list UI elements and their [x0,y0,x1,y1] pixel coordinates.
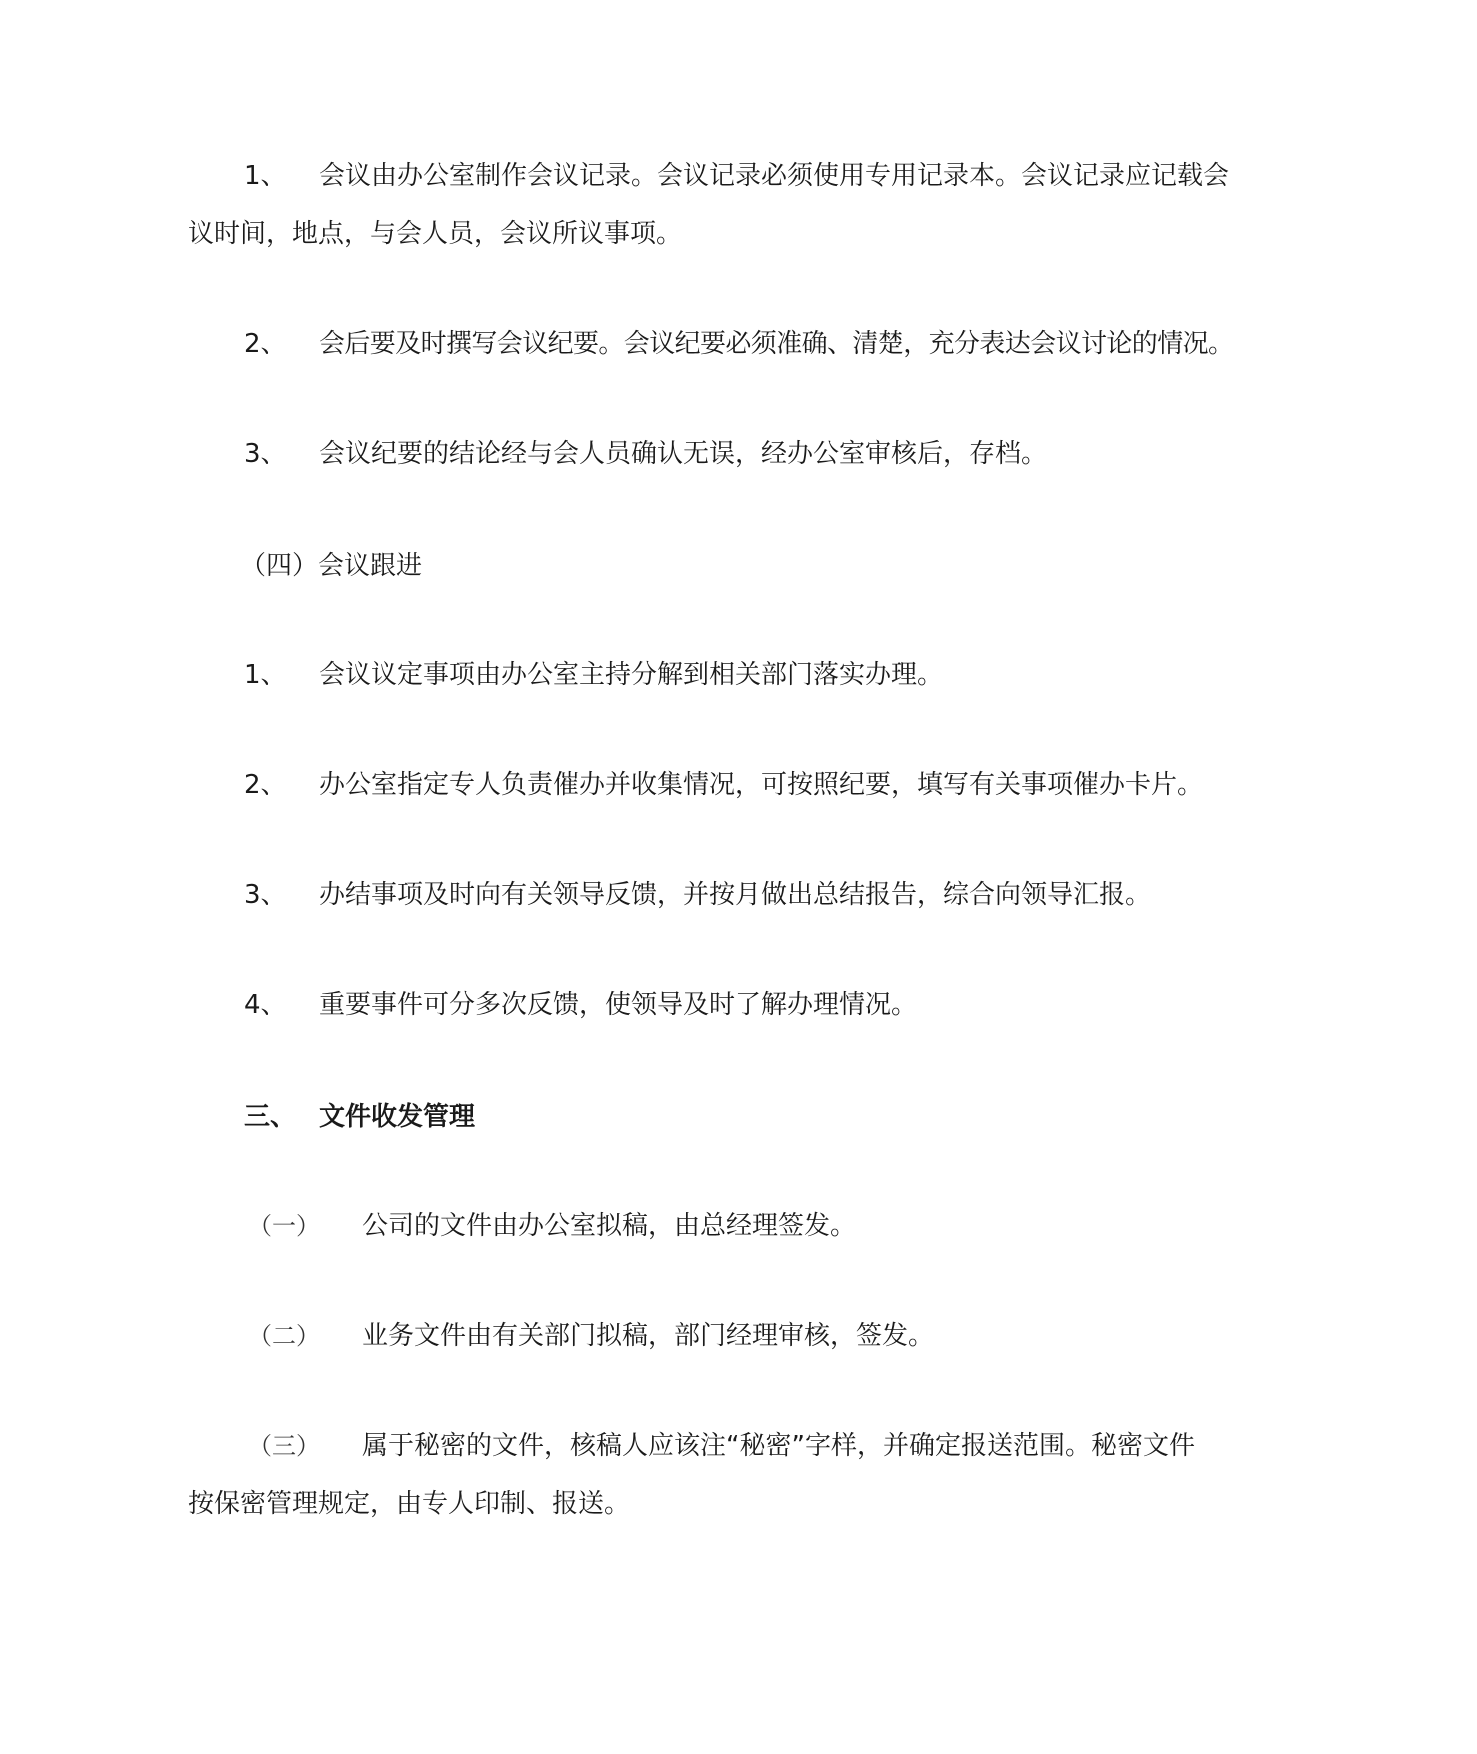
item-number: （二） [248,1322,320,1350]
item-number: 2、 [244,329,287,359]
heading-number: 三、 [244,1102,297,1132]
item-number: 4、 [244,990,287,1020]
item-number: 3、 [244,439,287,469]
item-text: 公司的文件由办公室拟稿，由总经理签发。 [362,1211,857,1241]
item-text: 会议议定事项由办公室主持分解到相关部门落实办理。 [319,660,944,690]
item-text: 业务文件由有关部门拟稿，部门经理审核，签发。 [362,1321,935,1351]
subheading: （四）会议跟进 [240,551,423,581]
item-text: 按保密管理规定，由专人印制、报送。 [188,1489,631,1519]
item-text: 会议由办公室制作会议记录。会议记录必须使用专用记录本。会议记录应记载会 [319,161,1230,191]
item-number: （一） [248,1212,320,1240]
item-text: 办结事项及时向有关领导反馈，并按月做出总结报告，综合向领导汇报。 [319,880,1152,910]
item-text: 议时间，地点，与会人员，会议所议事项。 [188,219,683,249]
item-number: （三） [248,1432,320,1460]
item-text: 重要事件可分多次反馈，使领导及时了解办理情况。 [319,990,918,1020]
heading-text: 文件收发管理 [319,1102,476,1132]
item-number: 1、 [244,660,287,690]
item-number: 3、 [244,880,287,910]
item-text: 属于秘密的文件，核稿人应该注“秘密”字样，并确定报送范围。秘密文件 [362,1431,1195,1461]
item-number: 2、 [244,770,287,800]
item-text: 会议纪要的结论经与会人员确认无误，经办公室审核后，存档。 [319,439,1048,469]
item-text: 会后要及时撰写会议纪要。会议纪要必须准确、清楚，充分表达会议讨论的情况。 [319,329,1234,359]
item-number: 1、 [244,161,287,191]
item-text: 办公室指定专人负责催办并收集情况，可按照纪要，填写有关事项催办卡片。 [319,770,1204,800]
